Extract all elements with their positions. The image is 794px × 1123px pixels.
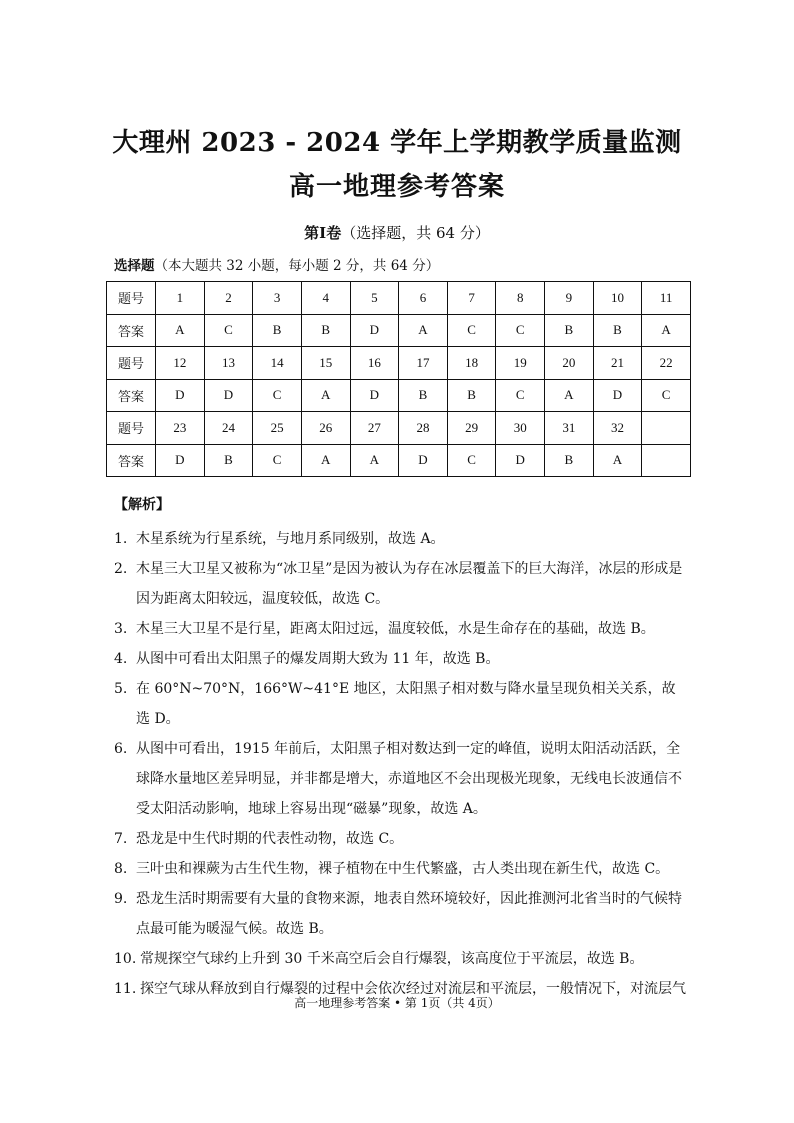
table-cell: 25 [253, 412, 302, 445]
table-cell: 31 [545, 412, 594, 445]
table-cell: 18 [447, 347, 496, 380]
table-cell: D [350, 314, 399, 347]
table-cell: C [253, 379, 302, 412]
table-cell: A [301, 379, 350, 412]
table-row [107, 282, 691, 315]
answer-table [106, 281, 691, 477]
table-cell: C [496, 314, 545, 347]
table-cell: B [593, 314, 642, 347]
table-cell: D [204, 379, 253, 412]
item-number: 8. [114, 861, 128, 877]
table-cell: 14 [253, 347, 302, 380]
table-cell: A [301, 444, 350, 477]
table-cell: 12 [156, 347, 205, 380]
row-header: 答案 [107, 444, 156, 477]
table-row [107, 314, 691, 347]
row-header: 题号 [107, 347, 156, 380]
table-cell: B [545, 444, 594, 477]
table-cell: C [496, 379, 545, 412]
table-cell: A [350, 444, 399, 477]
item-text: 在 60°N~70°N，166°W~41°E 地区，太阳黑子相对数与降水量呈现负相关关系，故选 D。 [136, 681, 676, 727]
table-cell: 27 [350, 412, 399, 445]
table-cell: 1 [156, 282, 205, 315]
table-cell: 10 [593, 282, 642, 315]
row-header: 答案 [107, 314, 156, 347]
table-row [107, 412, 691, 445]
item-number: 3. [114, 621, 128, 637]
table-cell: B [204, 444, 253, 477]
section-subtitle: （选择题，共 64 分） [341, 224, 490, 242]
table-cell: C [253, 444, 302, 477]
item-text: 从图中可看出太阳黑子的爆发周期大致为 11 年，故选 B。 [136, 651, 500, 667]
list-item [114, 824, 686, 854]
table-cell: 20 [545, 347, 594, 380]
section-heading [0, 222, 794, 243]
table-cell: A [593, 444, 642, 477]
section-title: 第Ⅰ卷 [304, 224, 342, 242]
table-row [107, 444, 691, 477]
table-row [107, 379, 691, 412]
table-cell: 7 [447, 282, 496, 315]
analysis-heading: 【解析】 [114, 497, 170, 513]
item-number: 10. [114, 951, 137, 967]
list-item [114, 614, 686, 644]
item-text: 探空气球从释放到自行爆裂的过程中会依次经过对流层和平流层，一般情况下，对流层气 [140, 981, 686, 997]
table-cell: B [447, 379, 496, 412]
document-subtitle: 高一地理参考答案 [288, 172, 505, 202]
row-header: 题号 [107, 282, 156, 315]
table-cell: 19 [496, 347, 545, 380]
table-cell: A [642, 314, 691, 347]
table-cell: D [156, 379, 205, 412]
item-text: 三叶虫和裸蕨为古生代生物，裸子植物在中生代繁盛，古人类出现在新生代，故选 C。 [136, 861, 670, 877]
table-cell [642, 412, 691, 445]
row-header: 题号 [107, 412, 156, 445]
table-cell [642, 444, 691, 477]
table-cell: 30 [496, 412, 545, 445]
list-item [114, 884, 686, 944]
table-cell: 26 [301, 412, 350, 445]
page-footer: 高一地理参考答案 • 第 1页（共 4页） [294, 996, 500, 1010]
analysis-list [114, 524, 686, 1004]
item-text: 常规探空气球约上升到 30 千米高空后会自行爆裂，该高度位于平流层，故选 B。 [140, 951, 644, 967]
note-label: 选择题 [114, 258, 155, 274]
table-cell: B [253, 314, 302, 347]
table-cell: D [593, 379, 642, 412]
item-number: 7. [114, 831, 128, 847]
table-cell: 22 [642, 347, 691, 380]
item-number: 4. [114, 651, 128, 667]
table-cell: 23 [156, 412, 205, 445]
table-cell: 32 [593, 412, 642, 445]
item-text: 恐龙生活时期需要有大量的食物来源，地表自然环境较好，因此推测河北省当时的气候特点最可能为暖湿气候。故选 B。 [136, 891, 682, 937]
table-cell: 3 [253, 282, 302, 315]
item-number: 6. [114, 741, 128, 757]
item-text: 恐龙是中生代时期的代表性动物，故选 C。 [136, 831, 404, 847]
table-cell: 6 [399, 282, 448, 315]
table-cell: 17 [399, 347, 448, 380]
table-row [107, 347, 691, 380]
item-number: 2. [114, 561, 128, 577]
table-cell: 24 [204, 412, 253, 445]
list-item [114, 674, 686, 734]
list-item [114, 854, 686, 884]
list-item [114, 734, 686, 824]
table-cell: 29 [447, 412, 496, 445]
table-cell: D [350, 379, 399, 412]
table-cell: 2 [204, 282, 253, 315]
item-number: 5. [114, 681, 128, 697]
table-cell: 28 [399, 412, 448, 445]
table-cell: C [447, 314, 496, 347]
table-cell: C [204, 314, 253, 347]
table-cell: B [301, 314, 350, 347]
row-header: 答案 [107, 379, 156, 412]
list-item [114, 554, 686, 614]
table-cell: D [399, 444, 448, 477]
table-cell: 5 [350, 282, 399, 315]
table-cell: 21 [593, 347, 642, 380]
table-cell: 11 [642, 282, 691, 315]
item-number: 1. [114, 531, 128, 547]
item-text: 从图中可看出，1915 年前后，太阳黑子相对数达到一定的峰值，说明太阳活动活跃，全球降水量地区差异明显，并非都是增大，赤道地区不会出现极光现象，无线电长波通信不受太阳活动影响，地球上容易出现“磁暴”现象，故选 A。 [136, 741, 682, 817]
table-cell: 9 [545, 282, 594, 315]
table-cell: A [399, 314, 448, 347]
table-cell: D [156, 444, 205, 477]
table-cell: 13 [204, 347, 253, 380]
note-text: （本大题共 32 小题，每小题 2 分，共 64 分） [154, 258, 440, 274]
item-number: 11. [114, 981, 137, 997]
table-cell: B [399, 379, 448, 412]
table-cell: 8 [496, 282, 545, 315]
item-text: 木星三大卫星又被称为“冰卫星”是因为被认为存在冰层覆盖下的巨大海洋，冰层的形成是因为距离太阳较远，温度较低，故选 C。 [136, 561, 683, 607]
list-item [114, 524, 686, 554]
table-cell: D [496, 444, 545, 477]
table-cell: 15 [301, 347, 350, 380]
document-title: 大理州 2023 - 2024 学年上学期教学质量监测 [112, 128, 682, 158]
table-cell: B [545, 314, 594, 347]
table-cell: 4 [301, 282, 350, 315]
item-number: 9. [114, 891, 128, 907]
table-cell: C [447, 444, 496, 477]
table-cell: C [642, 379, 691, 412]
item-text: 木星三大卫星不是行星，距离太阳过远，温度较低，水是生命存在的基础，故选 B。 [136, 621, 655, 637]
question-note [114, 254, 439, 274]
table-cell: A [545, 379, 594, 412]
list-item [114, 944, 686, 974]
item-text: 木星系统为行星系统，与地月系同级别，故选 A。 [136, 531, 445, 547]
table-cell: 16 [350, 347, 399, 380]
list-item [114, 644, 686, 674]
table-cell: A [156, 314, 205, 347]
